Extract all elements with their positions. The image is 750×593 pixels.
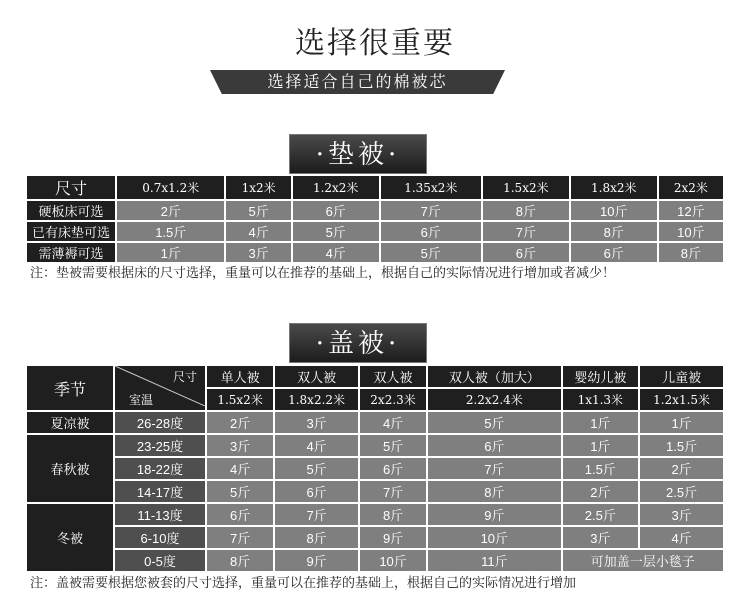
weight-cell: 9斤 <box>275 550 358 571</box>
weight-cell: 9斤 <box>360 527 426 548</box>
weight-cell: 6斤 <box>275 481 358 502</box>
temperature-cell: 18-22度 <box>115 458 205 479</box>
temperature-cell: 6-10度 <box>115 527 205 548</box>
weight-cell: 5斤 <box>293 222 379 241</box>
quilt-type-cell: 单人被 <box>207 366 273 387</box>
weight-cell: 5斤 <box>226 201 290 220</box>
weight-cell: 2.5斤 <box>563 504 639 525</box>
weight-cell: 3斤 <box>563 527 639 548</box>
quilt-type-cell: 双人被（加大） <box>428 366 560 387</box>
weight-cell: 10斤 <box>428 527 560 548</box>
weight-cell: 7斤 <box>275 504 358 525</box>
weight-cell: 6斤 <box>360 458 426 479</box>
page-title: 选择很重要 <box>295 26 455 61</box>
weight-cell: 1斤 <box>117 243 224 262</box>
weight-cell: 7斤 <box>207 527 273 548</box>
quilt-size-cell: 2.2x2.4米 <box>428 389 560 410</box>
weight-cell: 5斤 <box>381 243 481 262</box>
weight-cell: 6斤 <box>428 435 560 456</box>
table-row <box>27 201 723 220</box>
weight-cell: 1.5斤 <box>117 222 224 241</box>
size-header-cell: 尺寸 <box>27 176 115 199</box>
weight-cell: 5斤 <box>207 481 273 502</box>
weight-cell: 6斤 <box>293 201 379 220</box>
temperature-cell: 11-13度 <box>115 504 205 525</box>
size-temperature-header <box>115 366 205 410</box>
weight-cell: 8斤 <box>659 243 723 262</box>
weight-cell: 1.5斤 <box>640 435 723 456</box>
weight-cell: 5斤 <box>428 412 560 433</box>
quilt-size-cell: 1x1.3米 <box>563 389 639 410</box>
weight-cell: 5斤 <box>275 458 358 479</box>
weight-cell: 6斤 <box>483 243 569 262</box>
table-row <box>27 412 723 433</box>
weight-cell: 7斤 <box>360 481 426 502</box>
temperature-cell: 14-17度 <box>115 481 205 502</box>
weight-cell: 4斤 <box>207 458 273 479</box>
table-row <box>27 243 723 262</box>
weight-cell: 6斤 <box>381 222 481 241</box>
weight-cell: 10斤 <box>571 201 657 220</box>
weight-cell: 5斤 <box>360 435 426 456</box>
weight-cell: 4斤 <box>293 243 379 262</box>
weight-cell: 7斤 <box>381 201 481 220</box>
temperature-cell: 26-28度 <box>115 412 205 433</box>
quilt-type-cell: 婴幼儿被 <box>563 366 639 387</box>
weight-cell: 12斤 <box>659 201 723 220</box>
table-row <box>27 527 723 548</box>
mat-note-text: 注：垫被需要根据床的尺寸选择，重量可以在推荐的基础上，根据自己的实际情况进行增加或者减少！ <box>30 266 616 281</box>
weight-cell: 1斤 <box>563 412 639 433</box>
table-row <box>27 550 723 571</box>
size-cell: 1.2x2米 <box>293 176 379 199</box>
weight-cell: 7斤 <box>428 458 560 479</box>
weight-cell: 4斤 <box>640 527 723 548</box>
quilt-section-title: ·盖被· <box>289 323 427 363</box>
table-header-row <box>27 176 723 199</box>
row-label: 需薄褥可选 <box>27 243 115 262</box>
subtitle: 选择适合自己的棉被芯 <box>267 72 448 91</box>
table-row <box>27 435 723 456</box>
table-row <box>27 481 723 502</box>
weight-cell: 3斤 <box>207 435 273 456</box>
weight-cell: 4斤 <box>275 435 358 456</box>
size-cell: 1.8x2米 <box>571 176 657 199</box>
table-row <box>27 504 723 525</box>
size-cell: 1x2米 <box>226 176 290 199</box>
weight-cell: 11斤 <box>428 550 560 571</box>
size-label: 尺寸 <box>172 370 197 384</box>
table-row <box>27 458 723 479</box>
weight-cell: 1斤 <box>640 412 723 433</box>
weight-cell: 2斤 <box>563 481 639 502</box>
weight-cell: 3斤 <box>640 504 723 525</box>
weight-cell: 10斤 <box>360 550 426 571</box>
weight-cell: 8斤 <box>207 550 273 571</box>
weight-cell: 1.5斤 <box>563 458 639 479</box>
quilt-note: 注：盖被需要根据您被套的尺寸选择，重量可以在推荐的基础上，根据自己的实际情况进行增加 <box>30 576 577 591</box>
row-label: 硬板床可选 <box>27 201 115 220</box>
size-cell: 0.7x1.2米 <box>117 176 224 199</box>
weight-cell: 6斤 <box>571 243 657 262</box>
table-row <box>27 222 723 241</box>
merged-note-cell: 可加盖一层小毯子 <box>563 550 724 571</box>
season-label: 夏凉被 <box>27 412 113 433</box>
weight-cell: 8斤 <box>483 201 569 220</box>
temperature-label: 室温 <box>129 393 154 407</box>
quilt-size-cell: 1.8x2.2米 <box>275 389 358 410</box>
weight-cell: 3斤 <box>226 243 290 262</box>
weight-cell: 4斤 <box>360 412 426 433</box>
quilt-size-cell: 1.2x1.5米 <box>640 389 723 410</box>
temperature-cell: 0-5度 <box>115 550 205 571</box>
weight-cell: 8斤 <box>360 504 426 525</box>
quilt-type-cell: 儿童被 <box>640 366 723 387</box>
quilt-size-cell: 2x2.3米 <box>360 389 426 410</box>
size-cell: 1.5x2米 <box>483 176 569 199</box>
season-label: 春秋被 <box>27 435 113 502</box>
weight-cell: 2斤 <box>640 458 723 479</box>
size-cell: 2x2米 <box>659 176 723 199</box>
weight-cell: 2斤 <box>117 201 224 220</box>
weight-cell: 8斤 <box>428 481 560 502</box>
mat-table <box>25 174 725 264</box>
weight-cell: 8斤 <box>275 527 358 548</box>
weight-cell: 2.5斤 <box>640 481 723 502</box>
temperature-cell: 23-25度 <box>115 435 205 456</box>
weight-cell: 4斤 <box>226 222 290 241</box>
weight-cell: 6斤 <box>207 504 273 525</box>
quilt-table <box>25 364 725 573</box>
row-label: 已有床垫可选 <box>27 222 115 241</box>
quilt-type-cell: 双人被 <box>275 366 358 387</box>
size-cell: 1.35x2米 <box>381 176 481 199</box>
season-header-cell: 季节 <box>27 366 113 410</box>
mat-note <box>30 265 720 283</box>
quilt-size-cell: 1.5x2米 <box>207 389 273 410</box>
weight-cell: 3斤 <box>275 412 358 433</box>
quilt-type-row <box>27 366 723 387</box>
weight-cell: 2斤 <box>207 412 273 433</box>
weight-cell: 9斤 <box>428 504 560 525</box>
season-label: 冬被 <box>27 504 113 571</box>
quilt-type-cell: 双人被 <box>360 366 426 387</box>
weight-cell: 8斤 <box>571 222 657 241</box>
weight-cell: 1斤 <box>563 435 639 456</box>
weight-cell: 7斤 <box>483 222 569 241</box>
weight-cell: 10斤 <box>659 222 723 241</box>
mat-section-title: ·垫被· <box>289 134 427 174</box>
